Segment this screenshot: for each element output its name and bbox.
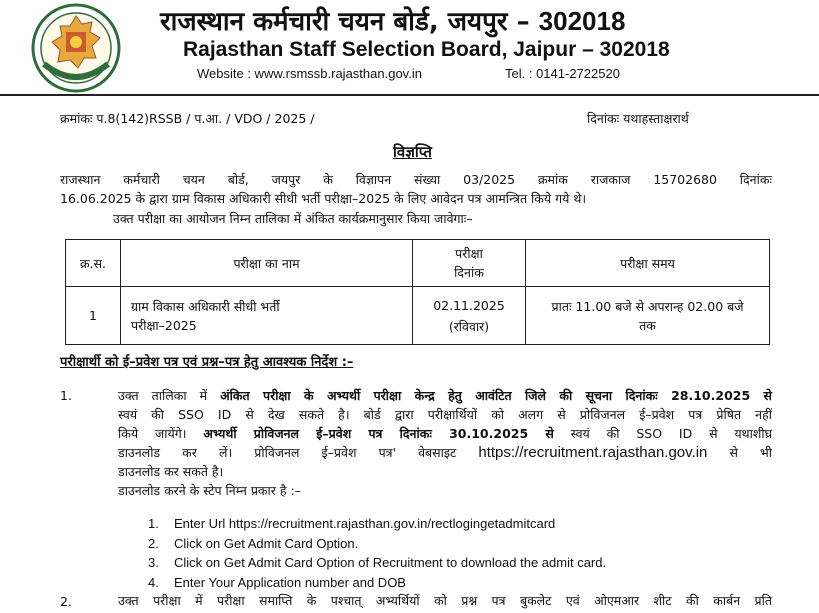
item-1-line-6: डाउनलोड करने के स्टेप निम्न प्रकार है :– bbox=[118, 483, 301, 498]
header-divider bbox=[0, 94, 819, 96]
intro-line-1: राजस्थान कर्मचारी चयन बोर्ड, जयपुर के विज्ञापन संख्या 03/2025 क्रमांक राजकाज 15702680 दिनांकः bbox=[60, 172, 772, 187]
telephone: Tel. : 0141-2722520 bbox=[505, 66, 620, 81]
row-exam-date: 02.11.2025 (रविवार) bbox=[413, 287, 526, 345]
item-1-number: 1. bbox=[60, 388, 72, 403]
item-1-line-5: डाउनलोड कर सकते है। bbox=[118, 464, 224, 479]
col-time-header: परीक्षा समय bbox=[526, 240, 770, 287]
website: Website : www.rsmssb.rajasthan.gov.in bbox=[197, 66, 422, 81]
list-item: 3. Click on Get Admit Card Option of Recruitment to download the admit card. bbox=[148, 555, 607, 570]
board-title-english: Rajasthan Staff Selection Board, Jaipur – 302018 bbox=[183, 38, 670, 61]
item-1-line-4: डाउनलोड कर लें। प्रोविजनल ई–प्रवेश पत्र' वेबसाइट https://recruitment.rajasthan.gov.in से भी bbox=[118, 444, 772, 461]
list-item: 4. Enter Your Application number and DOB bbox=[148, 574, 406, 590]
table-row bbox=[66, 287, 770, 345]
intro-line-3: उक्त परीक्षा का आयोजन निम्न तालिका में अंकित कार्यक्रमानुसार किया जावेगाः– bbox=[113, 211, 473, 226]
item-1-text bbox=[118, 386, 772, 500]
notice-title: विज्ञप्ति bbox=[393, 143, 432, 161]
row-exam-name: ग्राम विकास अधिकारी सीधी भर्ती परीक्षा–2025 bbox=[121, 287, 413, 345]
board-title-hindi: राजस्थान कर्मचारी चयन बोर्ड, जयपुर – 302018 bbox=[160, 6, 626, 37]
row-exam-time: प्रातः 11.00 बजे से अपरान्ह 02.00 बजे तक bbox=[526, 287, 770, 345]
list-item: 2. Click on Get Admit Card Option. bbox=[148, 535, 359, 551]
item-1-line-2: स्वयं की SSO ID से देख सकते है। बोर्ड द्वारा परीक्षार्थियों को अलग से प्रोविजनल ई–प्रवेश पत्र प्रेषित नहीं bbox=[118, 407, 772, 422]
reference-date: दिनांकः यथाहस्ताक्षरार्थ bbox=[587, 111, 689, 126]
col-date-header: परीक्षा दिनांक bbox=[413, 240, 526, 287]
table-header-row bbox=[66, 240, 770, 287]
list-item: 1. Enter Url https://recruitment.rajasthan.gov.in/rectlogingetadmitcard bbox=[148, 516, 556, 531]
item-2-line-1: उक्त परीक्षा में परीक्षा समाप्ति के पश्चात् अभ्यर्थियों को प्रश्न पत्र बुकलेट एवं ओएमआर शीट की कार्बन प्रति bbox=[118, 593, 772, 608]
col-name-header: परीक्षा का नाम bbox=[121, 240, 413, 287]
download-steps-list bbox=[148, 514, 606, 592]
exam-schedule-table bbox=[65, 239, 770, 345]
col-sno-header: क्र.स. bbox=[66, 240, 121, 287]
item-2-number: 2. bbox=[60, 594, 72, 609]
intro-paragraph bbox=[60, 170, 772, 208]
item-1-line-1: उक्त तालिका में अंकित परीक्षा के अभ्यर्थी परीक्षा केन्द्र हेतु आवंटित जिले की सूचना दिनांकः 28.10.2025 से bbox=[118, 388, 773, 403]
instructions-heading: परीक्षार्थी को ई–प्रवेश पत्र एवं प्रश्न–पत्र हेतु आवश्यक निर्देश :– bbox=[60, 355, 354, 370]
item-2-text bbox=[118, 591, 772, 610]
recruitment-url[interactable]: https://recruitment.rajasthan.gov.in bbox=[478, 444, 708, 461]
rssb-logo-emblem bbox=[30, 2, 122, 94]
item-1-line-3: किये जायेंगे। अभ्यर्थी प्रोविजनल ई–प्रवेश पत्र दिनांकः 30.10.2025 से स्वयं की SSO ID से यथाशीघ्र bbox=[118, 426, 772, 441]
contact-line bbox=[197, 66, 620, 81]
intro-line-2: 16.06.2025 के द्वारा ग्राम विकास अधिकारी सीधी भर्ती परीक्षा–2025 के लिए आवेदन पत्र आमन्त्रित किये गये थे। bbox=[60, 191, 587, 206]
row-sno: 1 bbox=[66, 287, 121, 345]
reference-number: क्रमांकः प.8(142)RSSB / प.आ. / VDO / 2025 / bbox=[60, 111, 315, 126]
